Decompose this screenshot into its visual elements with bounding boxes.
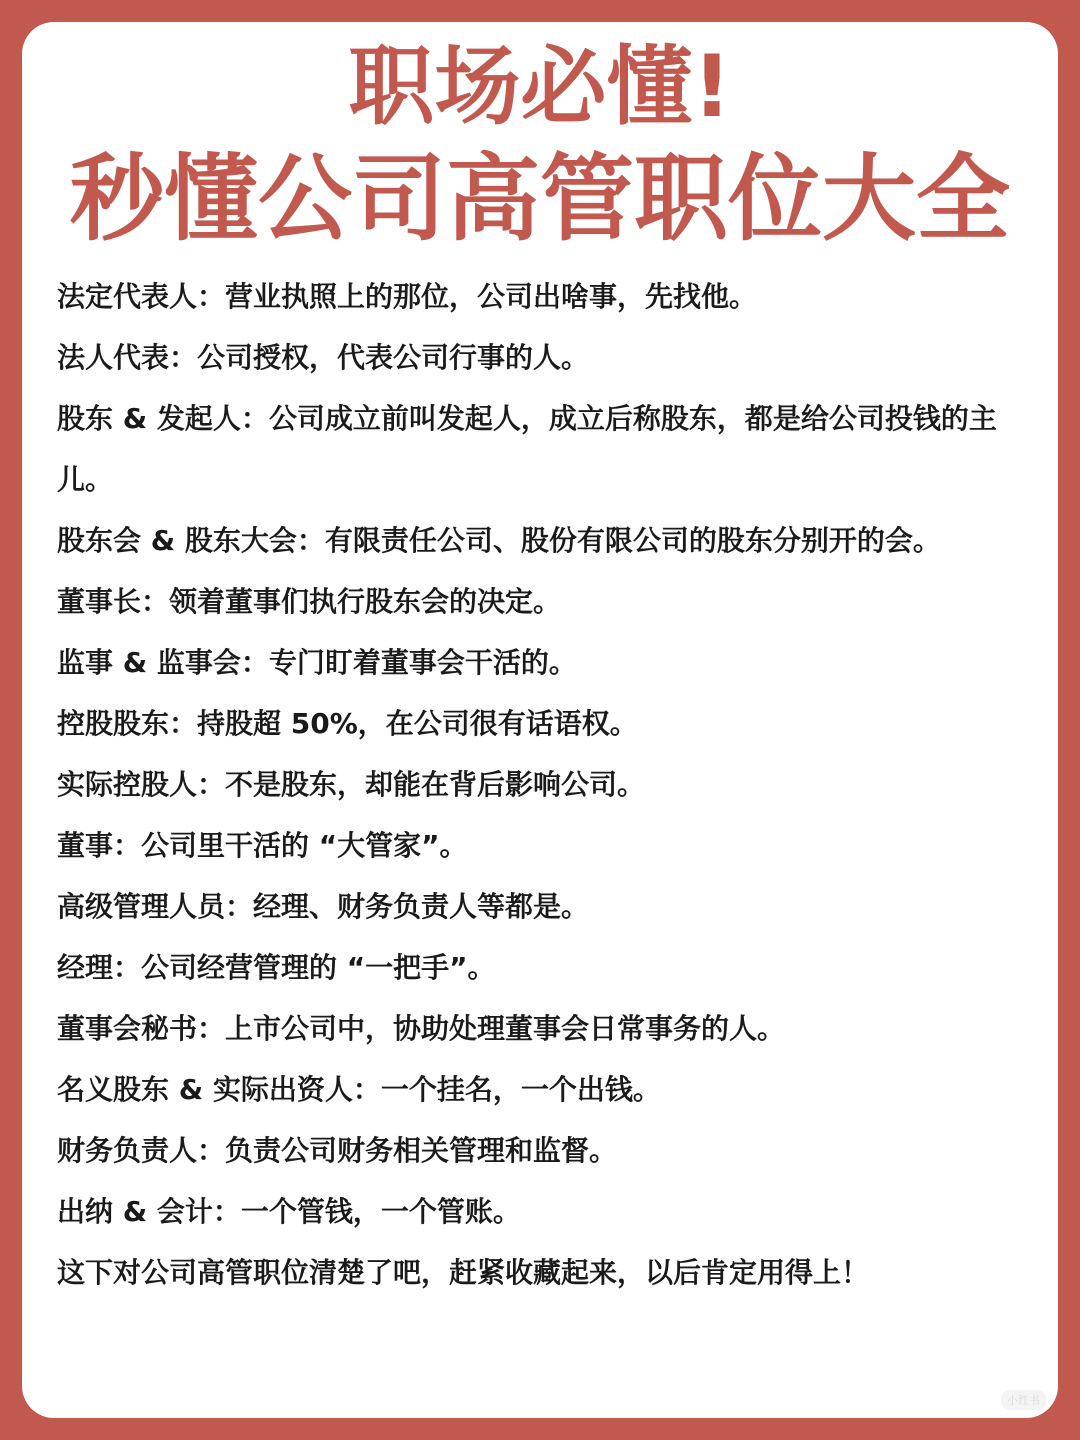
- glossary-entry: 监事 & 监事会：专门盯着董事会干活的。: [57, 646, 577, 679]
- content-card: [22, 22, 1058, 1418]
- glossary-entry: 经理：公司经营管理的 “一把手”。: [57, 951, 496, 984]
- title-line-2: 秒懂公司高管职位大全: [69, 145, 1010, 254]
- glossary-entry: 股东 & 发起人：公司成立前叫发起人，成立后称股东，都是给公司投钱的主儿。: [57, 402, 997, 496]
- glossary-list: [57, 266, 1032, 1303]
- glossary-entry: 法定代表人：营业执照上的那位，公司出啥事，先找他。: [57, 280, 758, 313]
- glossary-entry: 控股股东：持股超 50%，在公司很有话语权。: [57, 707, 638, 740]
- watermark: 小红书: [1001, 1390, 1046, 1410]
- glossary-entry: 名义股东 & 实际出资人：一个挂名，一个出钱。: [57, 1073, 661, 1106]
- glossary-entry: 董事长：领着董事们执行股东会的决定。: [57, 585, 562, 618]
- glossary-entry: 实际控股人：不是股东，却能在背后影响公司。: [57, 768, 646, 801]
- closing-remark: 这下对公司高管职位清楚了吧，赶紧收藏起来，以后肯定用得上！: [57, 1256, 870, 1289]
- glossary-entry: 财务负责人：负责公司财务相关管理和监督。: [57, 1134, 618, 1167]
- glossary-entry: 董事会秘书：上市公司中，协助处理董事会日常事务的人。: [57, 1012, 786, 1045]
- glossary-entry: 法人代表：公司授权，代表公司行事的人。: [57, 341, 590, 374]
- glossary-entry: 高级管理人员：经理、财务负责人等都是。: [57, 890, 590, 923]
- glossary-entry: 董事：公司里干活的 “大管家”。: [57, 829, 468, 862]
- glossary-entry: 出纳 & 会计：一个管钱，一个管账。: [57, 1195, 521, 1228]
- title-line-1: 职场必懂!: [348, 37, 732, 137]
- glossary-entry: 股东会 & 股东大会：有限责任公司、股份有限公司的股东分别开的会。: [57, 524, 941, 557]
